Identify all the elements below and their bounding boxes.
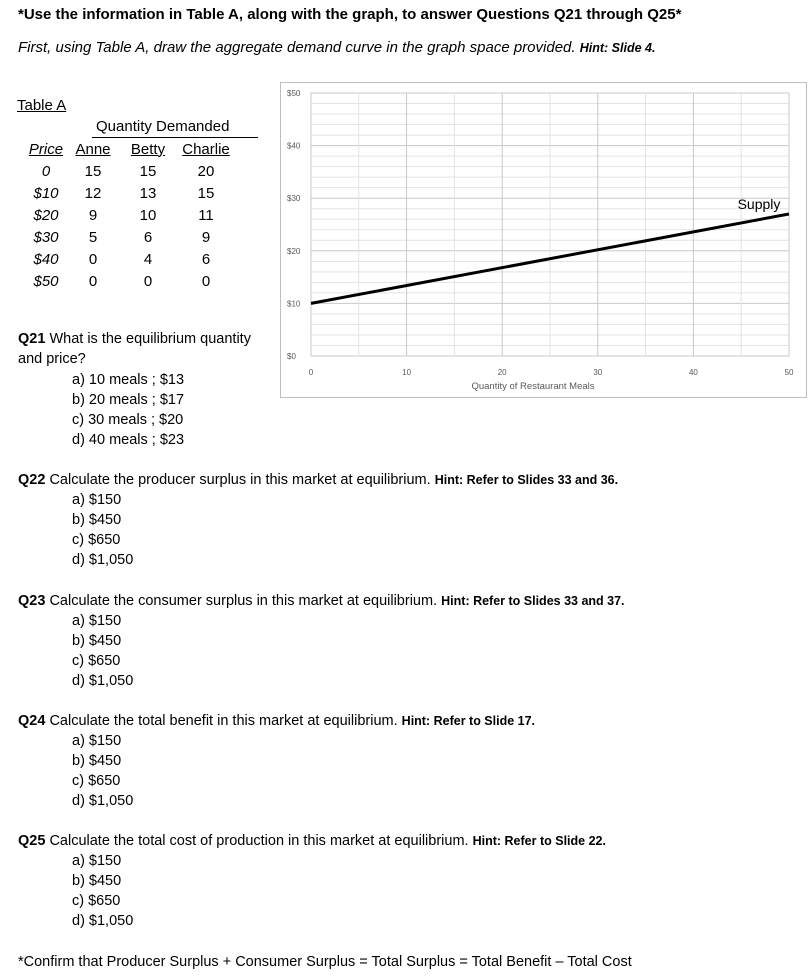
- q23-option-b[interactable]: b) $450: [72, 633, 122, 649]
- cell-price: $20: [33, 206, 59, 224]
- x-tick-label: 50: [784, 368, 794, 377]
- q23-option-c[interactable]: c) $650: [72, 653, 121, 669]
- cell-charlie: 20: [197, 162, 215, 180]
- col-header-anne: Anne: [75, 140, 111, 158]
- q24-number: Q24: [18, 713, 46, 729]
- q24-hint: Hint: Refer to Slide 17.: [401, 714, 536, 728]
- cell-price: $50: [33, 272, 59, 290]
- q21-option-d[interactable]: d) 40 meals ; $23: [72, 432, 185, 448]
- cell-anne: 5: [88, 228, 98, 246]
- q24-prompt: [18, 713, 535, 729]
- table-a: [25, 138, 235, 292]
- cell-price: $30: [33, 228, 59, 246]
- y-tick-label: $50: [287, 89, 301, 98]
- cell-anne: 15: [84, 162, 102, 180]
- instruction-line: *Use the information in Table A, along with the graph, to answer Questions Q21 through Q25*: [18, 6, 682, 23]
- y-tick-label: $10: [287, 299, 301, 309]
- col-header-charlie: Charlie: [182, 140, 230, 158]
- q22-option-d[interactable]: d) $1,050: [72, 552, 134, 568]
- q21-prompt-cont: and price?: [18, 351, 86, 367]
- cell-charlie: 9: [201, 228, 211, 246]
- q25-option-a[interactable]: a) $150: [72, 853, 122, 869]
- q22-text: Calculate the producer surplus in this market at equilibrium.: [49, 472, 431, 488]
- table-row: [25, 182, 235, 204]
- q25-option-c[interactable]: c) $650: [72, 893, 121, 909]
- q24-option-c[interactable]: c) $650: [72, 773, 121, 789]
- q21-prompt: [18, 331, 251, 347]
- cell-price: $40: [33, 250, 59, 268]
- q21-option-a[interactable]: a) 10 meals ; $13: [72, 372, 185, 388]
- x-tick-label: 40: [688, 368, 698, 377]
- x-tick-label: 0: [308, 368, 314, 377]
- col-header-betty: Betty: [130, 140, 166, 158]
- cell-charlie: 11: [198, 206, 214, 224]
- q23-hint: Hint: Refer to Slides 33 and 37.: [441, 594, 625, 608]
- cell-betty: 4: [143, 250, 153, 268]
- q23-text: Calculate the consumer surplus in this market at equilibrium.: [49, 593, 438, 609]
- table-a-title: Table A: [17, 97, 67, 114]
- cell-betty: 10: [139, 206, 157, 224]
- q23-option-d[interactable]: d) $1,050: [72, 673, 134, 689]
- q22-prompt: [18, 472, 618, 488]
- table-row: [25, 270, 235, 292]
- y-tick-label: $0: [287, 352, 296, 361]
- q25-option-d[interactable]: d) $1,050: [72, 913, 134, 929]
- task-line: [18, 39, 655, 56]
- confirm-note: *Confirm that Producer Surplus + Consumer Surplus = Total Surplus = Total Benefit – Total Cost: [18, 954, 632, 970]
- chart-svg: [281, 83, 806, 397]
- q21-number: Q21: [18, 331, 46, 347]
- x-tick-label: 10: [402, 368, 412, 377]
- cell-anne: 12: [84, 184, 102, 202]
- supply-chart: [280, 82, 807, 398]
- q24-option-a[interactable]: a) $150: [72, 733, 122, 749]
- table-row: [25, 248, 235, 270]
- q22-number: Q22: [18, 472, 46, 488]
- y-tick-label: $40: [287, 141, 301, 151]
- y-tick-label: $20: [287, 246, 301, 256]
- y-tick-label: $30: [287, 194, 301, 204]
- q25-hint: Hint: Refer to Slide 22.: [472, 834, 606, 848]
- supply-label: Supply: [737, 196, 781, 212]
- table-header-row: [25, 138, 235, 160]
- q25-prompt: [18, 833, 606, 849]
- cell-betty: 0: [143, 272, 153, 290]
- cell-anne: 9: [88, 206, 98, 224]
- cell-betty: 13: [139, 184, 157, 202]
- x-tick-label: 20: [497, 368, 507, 377]
- col-header-price: Price: [28, 140, 64, 158]
- quantity-demanded-header: Quantity Demanded: [96, 118, 230, 135]
- table-row: [25, 160, 235, 182]
- cell-charlie: 15: [197, 184, 215, 202]
- q23-prompt: [18, 593, 625, 609]
- q22-option-b[interactable]: b) $450: [72, 512, 122, 528]
- q25-option-b[interactable]: b) $450: [72, 873, 122, 889]
- table-row: [25, 226, 235, 248]
- cell-price: 0: [41, 162, 51, 180]
- cell-charlie: 6: [201, 250, 211, 268]
- q23-number: Q23: [18, 593, 46, 609]
- cell-charlie: 0: [201, 272, 211, 290]
- task-text: First, using Table A, draw the aggregate demand curve in the graph space provided.: [18, 39, 576, 56]
- x-axis-label: Quantity of Restaurant Meals: [471, 381, 595, 392]
- q23-option-a[interactable]: a) $150: [72, 613, 122, 629]
- table-row: [25, 204, 235, 226]
- q25-text: Calculate the total cost of production in this market at equilibrium.: [49, 833, 469, 849]
- cell-price: $10: [33, 184, 59, 202]
- q22-option-c[interactable]: c) $650: [72, 532, 121, 548]
- cell-anne: 0: [88, 272, 98, 290]
- q25-number: Q25: [18, 833, 46, 849]
- cell-anne: 0: [88, 250, 98, 268]
- q24-text: Calculate the total benefit in this market at equilibrium.: [49, 713, 398, 729]
- q21-option-c[interactable]: c) 30 meals ; $20: [72, 412, 184, 428]
- x-tick-label: 30: [593, 368, 603, 377]
- q24-option-b[interactable]: b) $450: [72, 753, 122, 769]
- cell-betty: 15: [139, 162, 157, 180]
- q21-text: What is the equilibrium quantity: [49, 331, 251, 347]
- q22-option-a[interactable]: a) $150: [72, 492, 122, 508]
- cell-betty: 6: [143, 228, 153, 246]
- q22-hint: Hint: Refer to Slides 33 and 36.: [434, 473, 619, 487]
- q24-option-d[interactable]: d) $1,050: [72, 793, 134, 809]
- task-hint: Hint: Slide 4.: [579, 41, 656, 55]
- q21-option-b[interactable]: b) 20 meals ; $17: [72, 392, 185, 408]
